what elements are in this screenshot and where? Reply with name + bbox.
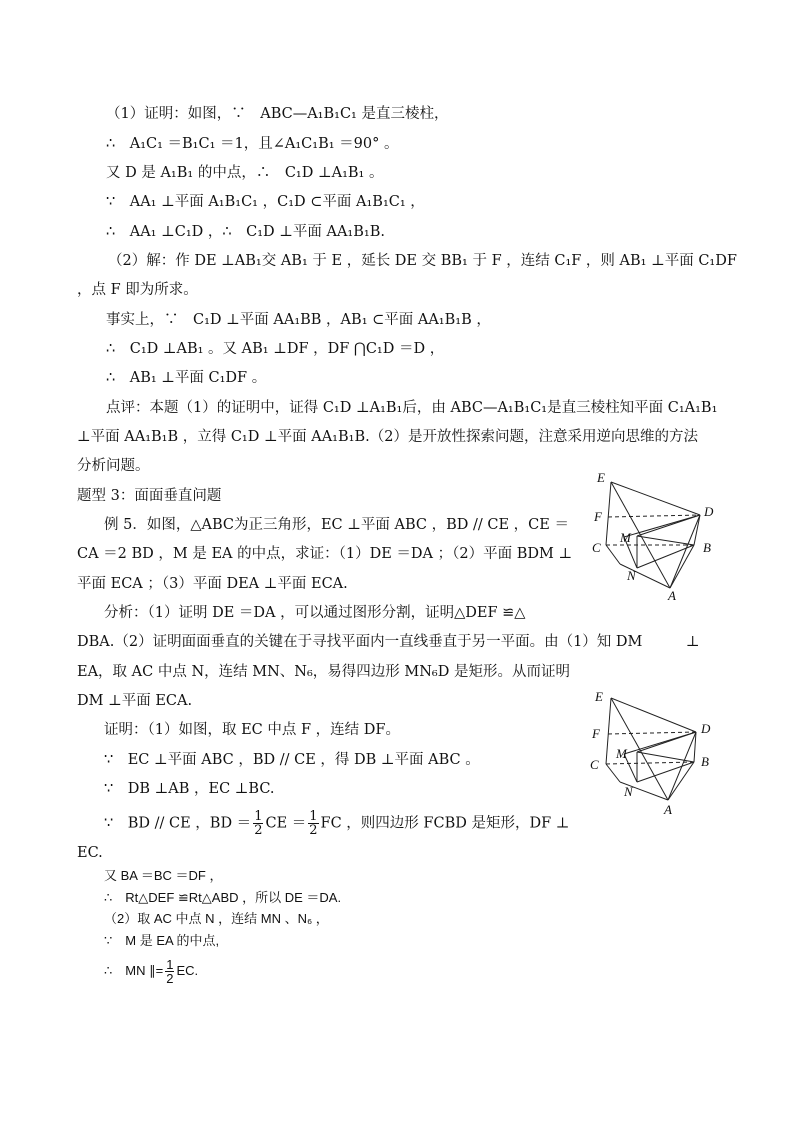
fraction-numerator: 1 — [254, 809, 263, 824]
text-line: EA，取 AC 中点 N，连结 MN、N₆，易得四边形 MN₆D 是矩形。从而证明 — [77, 664, 570, 680]
fraction-numerator: 1 — [309, 809, 318, 824]
text-segment: FC ，则四边形 FCBD 是矩形，DF ⊥ — [320, 815, 570, 832]
vertex-label: M — [620, 530, 631, 545]
text-segment: EC. — [176, 962, 199, 978]
text-line: ∵ EC ⊥平面 ABC ，BD // CE ，得 DB ⊥平面 ABC 。 — [104, 752, 480, 768]
text-line: ∴ C₁D ⊥AB₁ 。又 AB₁ ⊥DF ，DF ⋂C₁D ＝D ， — [106, 341, 445, 357]
text-line: （1）证明：如图，∵ ABC—A₁B₁C₁ 是直三棱柱， — [106, 106, 449, 122]
prism-figure-2 — [584, 688, 724, 820]
vertex-label: M — [616, 746, 627, 761]
text-line: ∴ Rt△DEF ≌Rt△ABD ，所以 DE ＝DA. — [104, 890, 342, 905]
text-line-with-fraction — [104, 958, 198, 985]
text-line: ∴ AA₁ ⊥C₁D ，∴ C₁D ⊥平面 AA₁B₁B. — [106, 224, 385, 240]
parallel-equal-symbol: ∥= — [149, 962, 164, 978]
vertex-label: N — [624, 784, 633, 799]
text-line: （2）取 AC 中点 N ，连结 MN 、N₆ ， — [104, 911, 329, 926]
text-segment: ∵ BD // CE ，BD ＝ — [104, 815, 252, 832]
vertex-label: D — [704, 504, 714, 519]
text-line: ∴ A₁C₁ ＝B₁C₁ ＝1，且∠A₁C₁B₁ ＝90° 。 — [106, 136, 399, 152]
vertex-label: C — [590, 757, 599, 772]
text-line: 分析问题。 — [77, 458, 150, 474]
text-line: 又 BA ＝BC ＝DF ， — [104, 868, 223, 883]
text-line: DM ⊥平面 ECA. — [77, 693, 193, 709]
text-line-with-fractions — [104, 810, 569, 837]
vertex-label: B — [701, 754, 709, 769]
fraction-denominator: 2 — [309, 823, 318, 838]
vertex-label: F — [594, 509, 602, 524]
text-line: ∵ DB ⊥AB ，EC ⊥BC. — [104, 781, 275, 797]
text-line: 点评：本题（1）的证明中，证得 C₁D ⊥A₁B₁后，由 ABC—A₁B₁C₁是直三棱柱知平面 C₁A₁B₁ — [106, 400, 718, 416]
text-line: 分析：（1）证明 DE ＝DA ，可以通过图形分割，证明△DEF ≌△ — [104, 605, 526, 621]
vertex-label: D — [701, 721, 711, 736]
text-line: ∵ M 是 EA 的中点, — [104, 933, 220, 948]
text-line: CA ＝2 BD ，M 是 EA 的中点，求证：（1）DE ＝DA ；（2）平面 BDM ⊥ — [77, 546, 573, 562]
fraction — [308, 810, 318, 837]
text-segment: CE ＝ — [265, 815, 307, 832]
fraction-numerator: 1 — [166, 957, 174, 972]
text-line: 例 5．如图，△ABC为正三角形，EC ⊥平面 ABC ，BD // CE ，CE ＝ — [104, 517, 569, 533]
vertex-label: F — [592, 726, 600, 741]
section-heading: 题型 3：面面垂直问题 — [77, 488, 222, 504]
vertex-label: A — [668, 588, 676, 602]
text-line: ∴ AB₁ ⊥平面 C₁DF 。 — [106, 370, 267, 386]
vertex-label: N — [627, 568, 636, 583]
vertex-label: E — [597, 470, 605, 485]
text-line: ⊥平面 AA₁B₁B ，立得 C₁D ⊥平面 AA₁B₁B.（2）是开放性探索问题，注意采用逆向思维的方法 — [77, 429, 698, 445]
text-line: （2）解：作 DE ⊥AB₁交 AB₁ 于 E ，延长 DE 交 BB₁ 于 F ，连结 C₁F ，则 AB₁ ⊥平面 C₁DF — [108, 253, 737, 269]
text-line: ∵ AA₁ ⊥平面 A₁B₁C₁ ，C₁D ⊂平面 A₁B₁C₁ ， — [106, 194, 425, 210]
fraction — [165, 958, 174, 985]
fraction-denominator: 2 — [166, 971, 174, 986]
text-line: DBA.（2）证明面面垂直的关键在于寻找平面内一直线垂直于另一平面。由（1）知 DM ⊥ — [77, 634, 700, 650]
text-line: EC. — [77, 845, 103, 861]
prism-figure-1 — [584, 470, 724, 602]
text-segment: ∴ MN — [104, 962, 150, 978]
text-line: 证明：（1）如图，取 EC 中点 F ，连结 DF。 — [104, 722, 400, 738]
vertex-label: B — [703, 540, 711, 555]
text-line: ，点 F 即为所求。 — [77, 282, 198, 298]
fraction-denominator: 2 — [254, 823, 263, 838]
text-line: 又 D 是 A₁B₁ 的中点，∴ C₁D ⊥A₁B₁ 。 — [106, 165, 384, 181]
fraction — [253, 810, 263, 837]
text-line: 事实上，∵ C₁D ⊥平面 AA₁BB ，AB₁ ⊂平面 AA₁B₁B ， — [106, 312, 491, 328]
text-line: 平面 ECA ；（3）平面 DEA ⊥平面 ECA. — [77, 576, 348, 592]
vertex-label: A — [664, 802, 672, 817]
vertex-label: E — [595, 689, 603, 704]
vertex-label: C — [592, 540, 601, 555]
